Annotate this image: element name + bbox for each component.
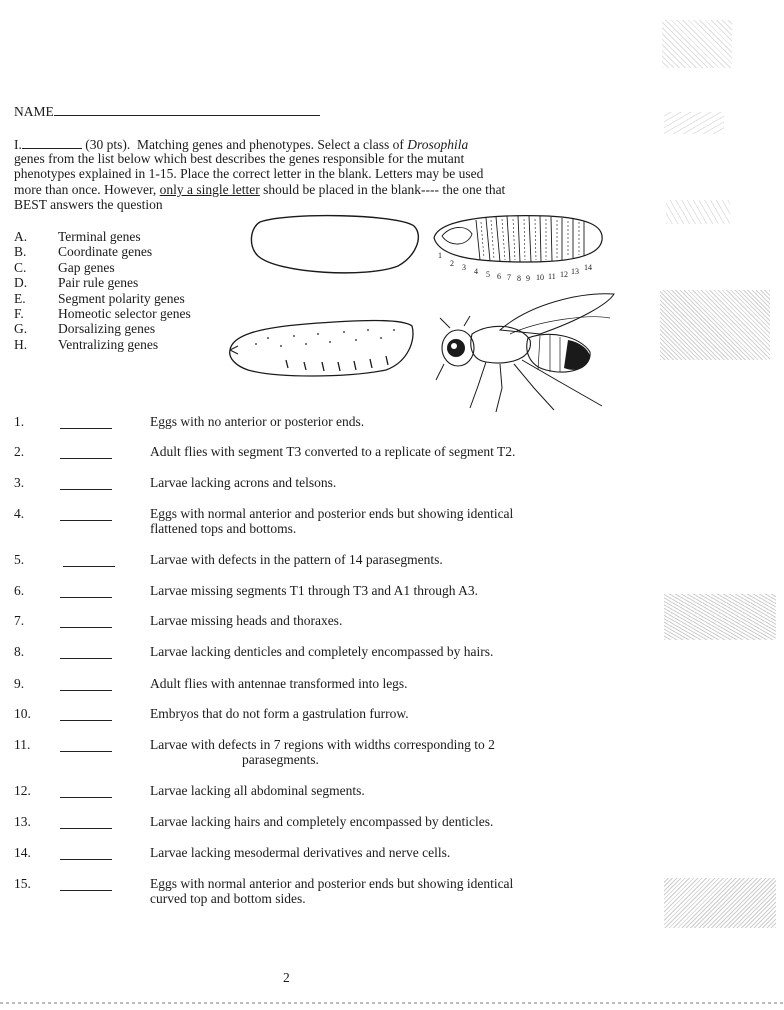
answer-blank[interactable] [63,565,115,567]
gene-class-name: Ventralizing genes [58,336,159,352]
answer-blank[interactable] [60,657,112,659]
question-text: Larvae with defects in the pattern of 14 parasegments. [150,552,443,567]
answer-blank[interactable] [60,626,112,628]
question-text: Larvae with defects in 7 regions with widths corresponding to 2 [150,737,495,752]
gene-class-letter: C. [14,259,27,275]
question-text: Adult flies with segment T3 converted to a replicate of segment T2. [150,444,516,459]
question-text: Embryos that do not form a gastrulation furrow. [150,706,409,721]
answer-blank[interactable] [60,750,112,752]
segment-label: 9 [526,274,530,283]
question-number: 11. [14,737,31,752]
gene-class-letter: F. [14,306,24,321]
scan-noise-3 [666,200,730,224]
name-field [14,103,320,120]
question-text: Larvae lacking acrons and telsons. [150,475,337,490]
question-number: 15. [14,876,31,891]
question-text: Larvae lacking hairs and completely encompassed by denticles. [150,814,494,829]
answer-blank[interactable] [60,457,112,459]
segment-label: 6 [497,272,501,281]
segment-label: 13 [571,267,579,276]
question-text-continued: curved top and bottom sides. [150,891,306,906]
gene-class-letter: D. [14,275,28,291]
question-text: Larvae lacking mesodermal derivatives and nerve cells. [150,845,451,860]
segment-label: 11 [548,272,556,281]
section-intro-line2: genes from the list below which best describes the genes responsible for the mutant [14,151,465,166]
question-number: 1. [14,414,25,429]
question-text: Adult flies with antennae transformed into legs. [150,676,408,691]
larva-figure [226,316,416,382]
question-number: 5. [14,552,25,567]
segment-label: 5 [486,270,490,279]
question-number: 2. [14,444,25,459]
question-text: Larvae missing heads and thoraxes. [150,613,343,628]
scan-noise-2 [664,112,724,134]
question-number: 6. [14,583,25,598]
question-text: Larvae lacking denticles and completely encompassed by hairs. [150,644,494,659]
gene-class-name: Terminal genes [58,229,141,244]
segment-label: 8 [517,274,521,283]
gene-class-name: Dorsalizing genes [58,321,156,337]
answer-blank[interactable] [60,488,112,490]
question-number: 10. [14,706,31,721]
segment-label: 1 [438,251,442,260]
segmented-embryo-figure [428,210,608,290]
scan-noise-1 [662,20,732,68]
question-text: Eggs with normal anterior and posterior ends but showing identical [150,506,514,521]
question-text-continued: flattened tops and bottoms. [150,521,297,536]
segment-label: 4 [474,267,478,276]
answer-blank[interactable] [60,689,112,691]
gene-class-name: Segment polarity genes [58,290,185,306]
question-text: Eggs with no anterior or posterior ends. [150,414,365,429]
answer-blank[interactable] [60,827,112,829]
answer-blank[interactable] [60,858,112,860]
segment-label: 12 [560,270,568,279]
gene-class-name: Homeotic selector genes [58,306,191,321]
answer-blank[interactable] [60,427,112,429]
question-text: Larvae missing segments T1 through T3 and A1 through A3. [150,583,478,598]
answer-blank[interactable] [60,796,112,798]
bottom-scan-edge [0,1002,784,1004]
segment-label: 2 [450,259,454,268]
question-number: 3. [14,475,25,490]
gene-class-name: Coordinate genes [58,244,153,260]
question-number: 7. [14,613,25,628]
scan-noise-5 [664,594,776,640]
name-label: NAME [14,104,54,119]
question-number: 13. [14,814,31,829]
section-intro-line3: phenotypes explained in 1-15. Place the correct letter in the blank. Letters may be used [14,166,484,181]
segment-label: 14 [584,263,592,272]
gene-class-name: Gap genes [58,259,115,275]
question-number: 12. [14,783,31,798]
question-text: Larvae lacking all abdominal segments. [150,783,365,798]
segment-label: 10 [536,273,544,282]
question-text: Eggs with normal anterior and posterior ends but showing identical [150,876,514,891]
page-number: 2 [283,970,290,985]
section-points: (30 pts). [85,137,131,152]
gene-class-letter: H. [14,336,28,352]
segment-label: 3 [462,263,466,272]
section-intro-line5: BEST answers the question [14,197,163,212]
section-intro-line1: I. (30 pts). Matching genes and phenotypes. Select a class of Drosophila [14,137,469,152]
scan-noise-4 [660,290,770,360]
section-score-blank[interactable] [22,136,82,149]
gene-class-letter: B. [14,244,27,260]
name-blank[interactable] [54,103,320,116]
section-number: I. [14,137,22,152]
gene-class-letter: E. [14,290,26,306]
answer-blank[interactable] [60,596,112,598]
egg-figure [248,212,423,274]
question-number: 8. [14,644,25,659]
question-number: 9. [14,676,25,691]
section-intro-line4: more than once. However, only a single letter should be placed in the blank---- the one that [14,182,506,197]
gene-class-letter: A. [14,229,28,244]
question-text-continued: parasegments. [242,752,319,767]
answer-blank[interactable] [60,519,112,521]
gene-class-name: Pair rule genes [58,275,139,291]
adult-fly-figure [430,290,620,420]
gene-class-letter: G. [14,321,28,337]
answer-blank[interactable] [60,719,112,721]
segment-label: 7 [507,273,511,282]
question-number: 14. [14,845,31,860]
question-number: 4. [14,506,25,521]
answer-blank[interactable] [60,889,112,891]
scan-noise-6 [664,878,776,928]
